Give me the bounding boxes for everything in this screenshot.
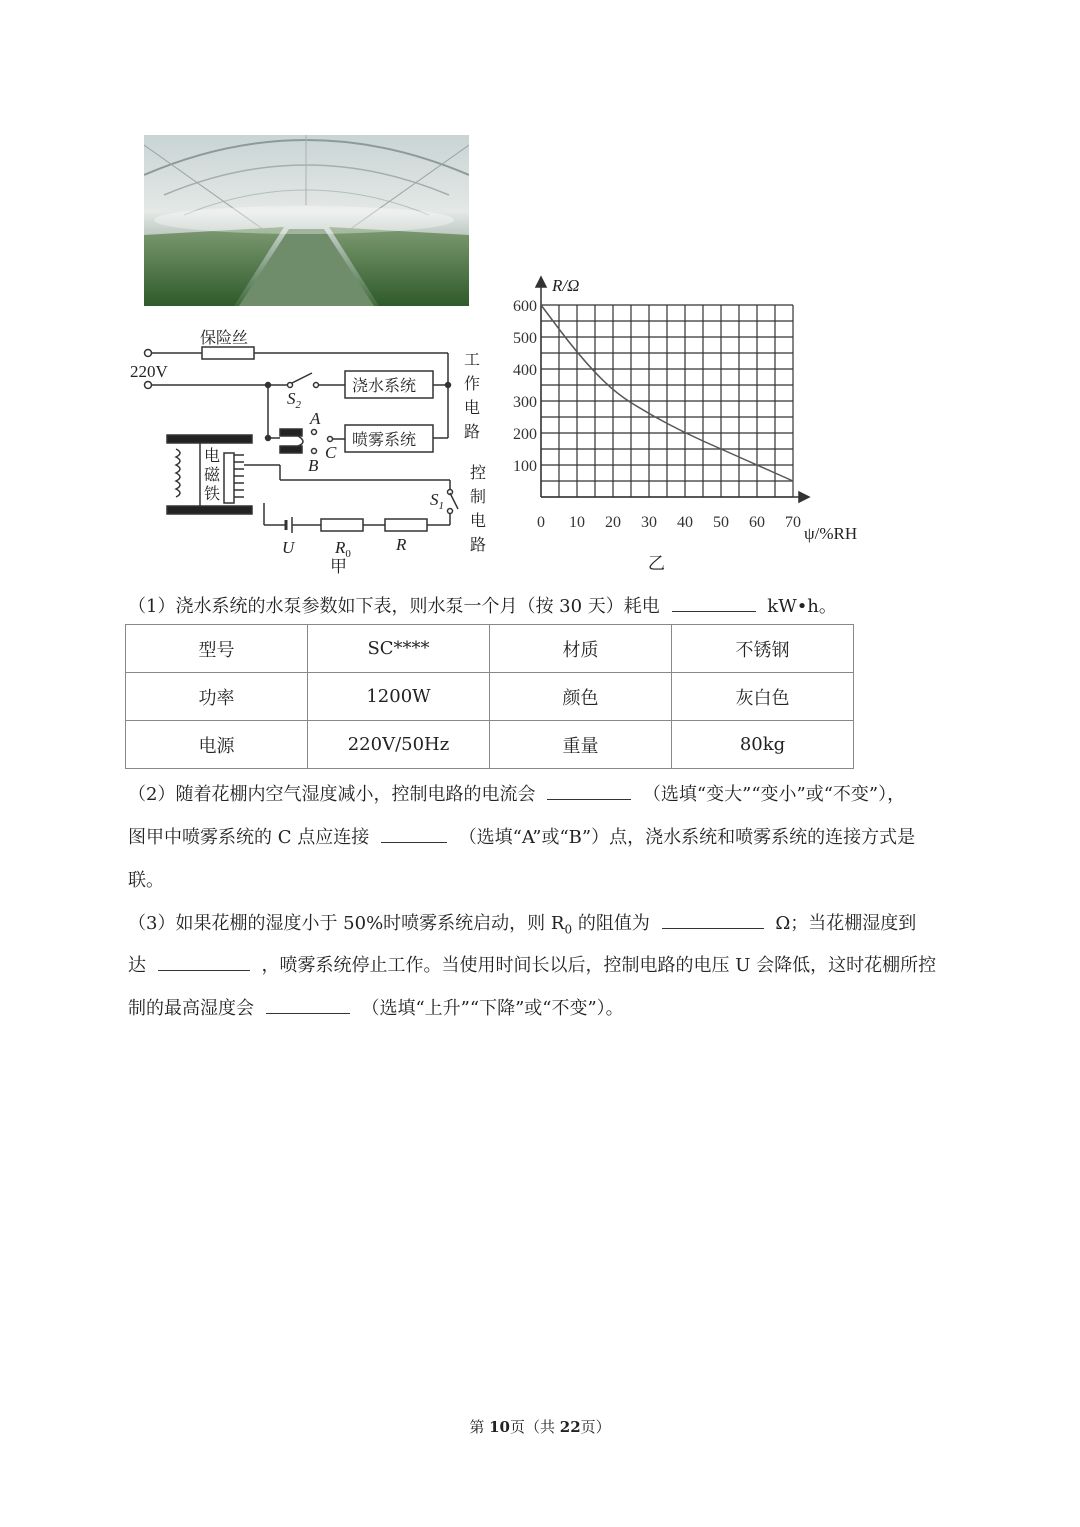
x-tick-label: 0: [537, 514, 545, 531]
q2-text-e: 联。: [128, 870, 164, 891]
spray-system-label: 喷雾系统: [352, 430, 417, 449]
control-circuit-char-2: 制: [470, 487, 487, 506]
fig-yi-label: 乙: [648, 554, 665, 574]
x-tick-label: 70: [785, 514, 801, 531]
y-tick-label: 300: [513, 394, 537, 411]
question-2-line-2: [128, 823, 915, 849]
electromagnet-char-1: 电: [204, 446, 221, 465]
q3-text-e: ，喷雾系统停止工作。当使用时间长以后，控制电路的电压 U 会降低，这时花棚所控: [261, 955, 937, 976]
point-a-label: A: [310, 409, 321, 428]
y-tick-label: 500: [513, 330, 537, 347]
q2-text-b: （选填“变大”“变小”或“不变”），: [642, 784, 906, 805]
work-circuit-char-2: 作: [464, 374, 481, 393]
y-axis-arrow: [536, 277, 546, 287]
figure: [120, 265, 880, 585]
q3-humidity-blank[interactable]: [158, 952, 250, 971]
q1-unit: kW•h。: [767, 596, 837, 617]
table-cell: 不锈钢: [672, 625, 854, 673]
control-circuit-char-3: 电: [470, 511, 487, 530]
x-tick-label: 10: [569, 514, 585, 531]
s2-label: $S_2$: [287, 389, 301, 411]
y-axis-title: R/Ω: [552, 276, 580, 295]
r0-label: $R_0$: [335, 538, 351, 560]
x-axis-title: ψ/%RH: [804, 524, 858, 543]
table-cell: 型号: [126, 625, 308, 673]
x-tick-label: 40: [677, 514, 693, 531]
control-circuit-char-4: 路: [470, 535, 487, 554]
y-tick-label: 600: [513, 298, 537, 315]
work-circuit-char-1: 工: [464, 350, 481, 369]
q1-answer-blank[interactable]: [672, 593, 756, 612]
table-row: [126, 625, 854, 673]
control-circuit-char-1: 控: [470, 463, 487, 482]
table-row: [126, 673, 854, 721]
question-3-line-2: [128, 951, 936, 977]
table-cell: 电源: [126, 721, 308, 769]
pump-parameter-table: [125, 624, 854, 769]
table-cell: SC****: [308, 625, 490, 673]
point-c-label: C: [325, 443, 337, 462]
table-cell: 80kg: [672, 721, 854, 769]
fuse-label: 保险丝: [200, 328, 249, 347]
page-footer: [0, 1416, 1080, 1437]
q2-point-blank[interactable]: [381, 824, 447, 843]
electromagnet-char-3: 铁: [204, 484, 221, 503]
q3-resistance-blank[interactable]: [662, 910, 764, 929]
x-tick-label: 60: [749, 514, 765, 531]
question-2-line-1: [128, 780, 905, 806]
q3-text-d: 达: [128, 955, 146, 976]
watering-system-label: 浇水系统: [352, 376, 417, 395]
fig-jia-label: 甲: [330, 557, 347, 577]
work-circuit-char-3: 电: [464, 398, 481, 417]
table-cell: 颜色: [490, 673, 672, 721]
work-circuit-char-4: 路: [464, 422, 481, 441]
q2-text-c: 图甲中喷雾系统的 C 点应连接: [128, 827, 370, 848]
y-tick-label: 100: [513, 458, 537, 475]
table-row: [126, 721, 854, 769]
q3-text-f: 制的最高湿度会: [128, 998, 254, 1019]
table-cell: 1200W: [308, 673, 490, 721]
q3-text-c: Ω；当花棚湿度到: [775, 913, 917, 934]
x-tick-label: 30: [641, 514, 657, 531]
q2-current-blank[interactable]: [547, 781, 631, 800]
y-tick-label: 200: [513, 426, 537, 443]
q2-text-d: （选填“A”或“B”）点，浇水系统和喷雾系统的连接方式是: [458, 827, 916, 848]
q3-text-a: （3）如果花棚的湿度小于 50%时喷雾系统启动，则 R: [128, 913, 565, 934]
table-cell: 材质: [490, 625, 672, 673]
s1-label: $S_1$: [430, 490, 444, 512]
table-cell: 220V/50Hz: [308, 721, 490, 769]
q3-r0-subscript: 0: [564, 922, 573, 937]
x-tick-label: 50: [713, 514, 729, 531]
x-axis-arrow: [799, 492, 809, 502]
footer-total-pages: 22: [559, 1418, 581, 1436]
q2-text-a: （2）随着花棚内空气湿度减小，控制电路的电流会: [128, 784, 536, 805]
footer-prefix: 第: [469, 1418, 490, 1436]
question-3-line-3: [128, 994, 624, 1020]
question-2-line-3: [128, 866, 164, 892]
voltage-label: 220V: [130, 362, 168, 381]
table-cell: 功率: [126, 673, 308, 721]
footer-suffix: 页）: [580, 1418, 611, 1436]
footer-page-number: 10: [489, 1418, 510, 1436]
resistance-humidity-chart: [513, 276, 857, 574]
y-tick-label: 400: [513, 362, 537, 379]
point-b-label: B: [308, 456, 319, 475]
q3-text-b: 的阻值为: [572, 913, 650, 934]
r-label: R: [396, 535, 407, 554]
x-tick-label: 20: [605, 514, 621, 531]
table-cell: 重量: [490, 721, 672, 769]
footer-mid: 页（共: [509, 1418, 560, 1436]
u-label: U: [282, 538, 295, 557]
question-1: [128, 592, 837, 618]
table-cell: 灰白色: [672, 673, 854, 721]
electromagnet-char-2: 磁: [204, 465, 221, 484]
q1-text: （1）浇水系统的水泵参数如下表，则水泵一个月（按 30 天）耗电: [128, 596, 660, 617]
question-3-line-1: [128, 909, 916, 937]
q3-text-g: （选填“上升”“下降”或“不变”）。: [361, 998, 624, 1019]
q3-max-humidity-blank[interactable]: [266, 995, 350, 1014]
